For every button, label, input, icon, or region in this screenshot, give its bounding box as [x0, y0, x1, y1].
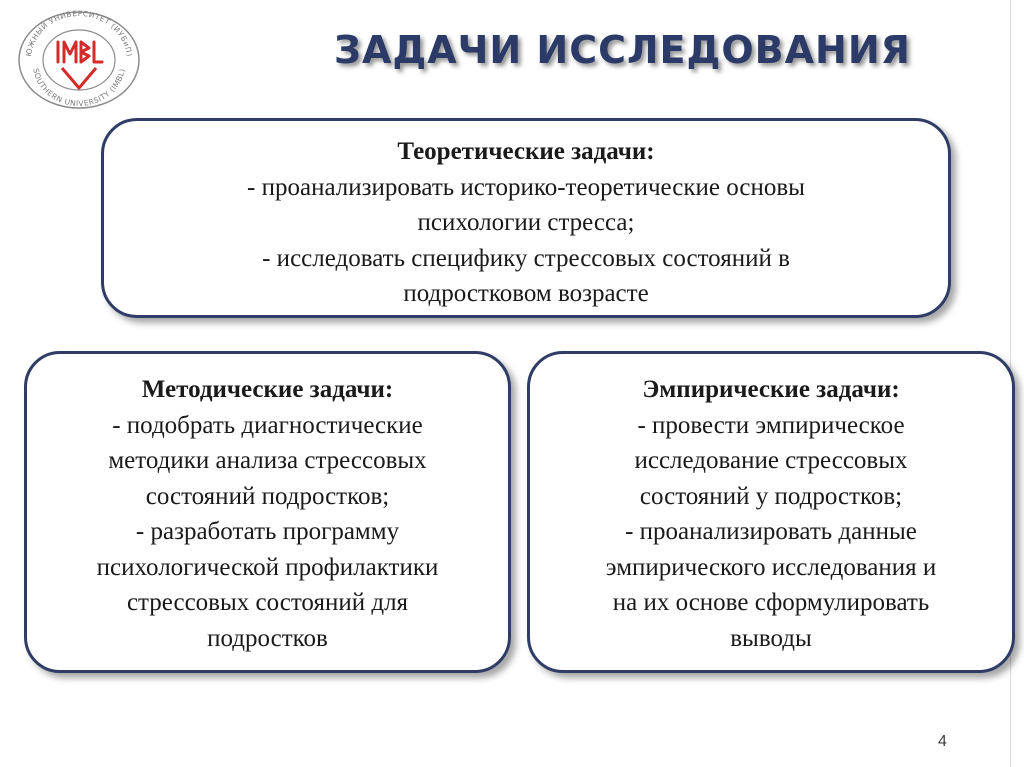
methodical-task-line: - разработать программу — [135, 518, 400, 545]
slide-title: ЗАДАЧИ ИССЛЕДОВАНИЯ — [334, 28, 911, 72]
university-logo — [12, 6, 146, 110]
empirical-tasks-box — [527, 351, 1015, 673]
empirical-task-line: эмпирического исследования и — [605, 553, 937, 581]
methodical-tasks-heading: Методические задачи: — [141, 376, 394, 403]
methodical-task-line: состояний подростков; — [145, 482, 390, 510]
empirical-task-line: - проанализировать данные — [625, 518, 917, 545]
page-number: 4 — [938, 733, 947, 750]
empirical-task-line: выводы — [730, 624, 812, 652]
theoretical-tasks-heading: Теоретические задачи: — [397, 138, 655, 165]
theoretical-tasks-box — [101, 118, 951, 318]
theoretical-task-line: психологии стресса; — [417, 209, 635, 236]
svg-text:ЮЖНЫЙ УНИВЕРСИТЕТ (ИУБиП): ЮЖНЫЙ УНИВЕРСИТЕТ (ИУБиП) — [24, 8, 134, 58]
theoretical-task-line: подростковом возрасте — [403, 280, 649, 307]
methodical-task-line: стрессовых состояний для — [126, 589, 409, 616]
svg-text:SOUTHERN UNIVERSITY (IMBL): SOUTHERN UNIVERSITY (IMBL) — [31, 67, 127, 109]
empirical-task-line: исследование стрессовых — [634, 447, 908, 474]
methodical-task-line: психологической профилактики — [96, 553, 439, 581]
methodical-task-line: - подобрать диагностические — [112, 411, 423, 439]
methodical-task-line: подростков — [207, 624, 328, 652]
theoretical-task-line: - исследовать специфику стрессовых состояний в — [262, 244, 790, 272]
methodical-task-line: методики анализа стрессовых — [108, 447, 427, 474]
university-seal-icon — [12, 6, 146, 110]
methodical-tasks-box — [24, 351, 511, 673]
theoretical-task-line: - проанализировать историко-теоретические основы — [247, 173, 805, 201]
empirical-task-line: состояний у подростков; — [639, 482, 903, 510]
empirical-tasks-heading: Эмпирические задачи: — [642, 376, 900, 403]
empirical-task-line: на их основе сформулировать — [612, 589, 930, 616]
empirical-task-line: - провести эмпирическое — [637, 411, 905, 439]
